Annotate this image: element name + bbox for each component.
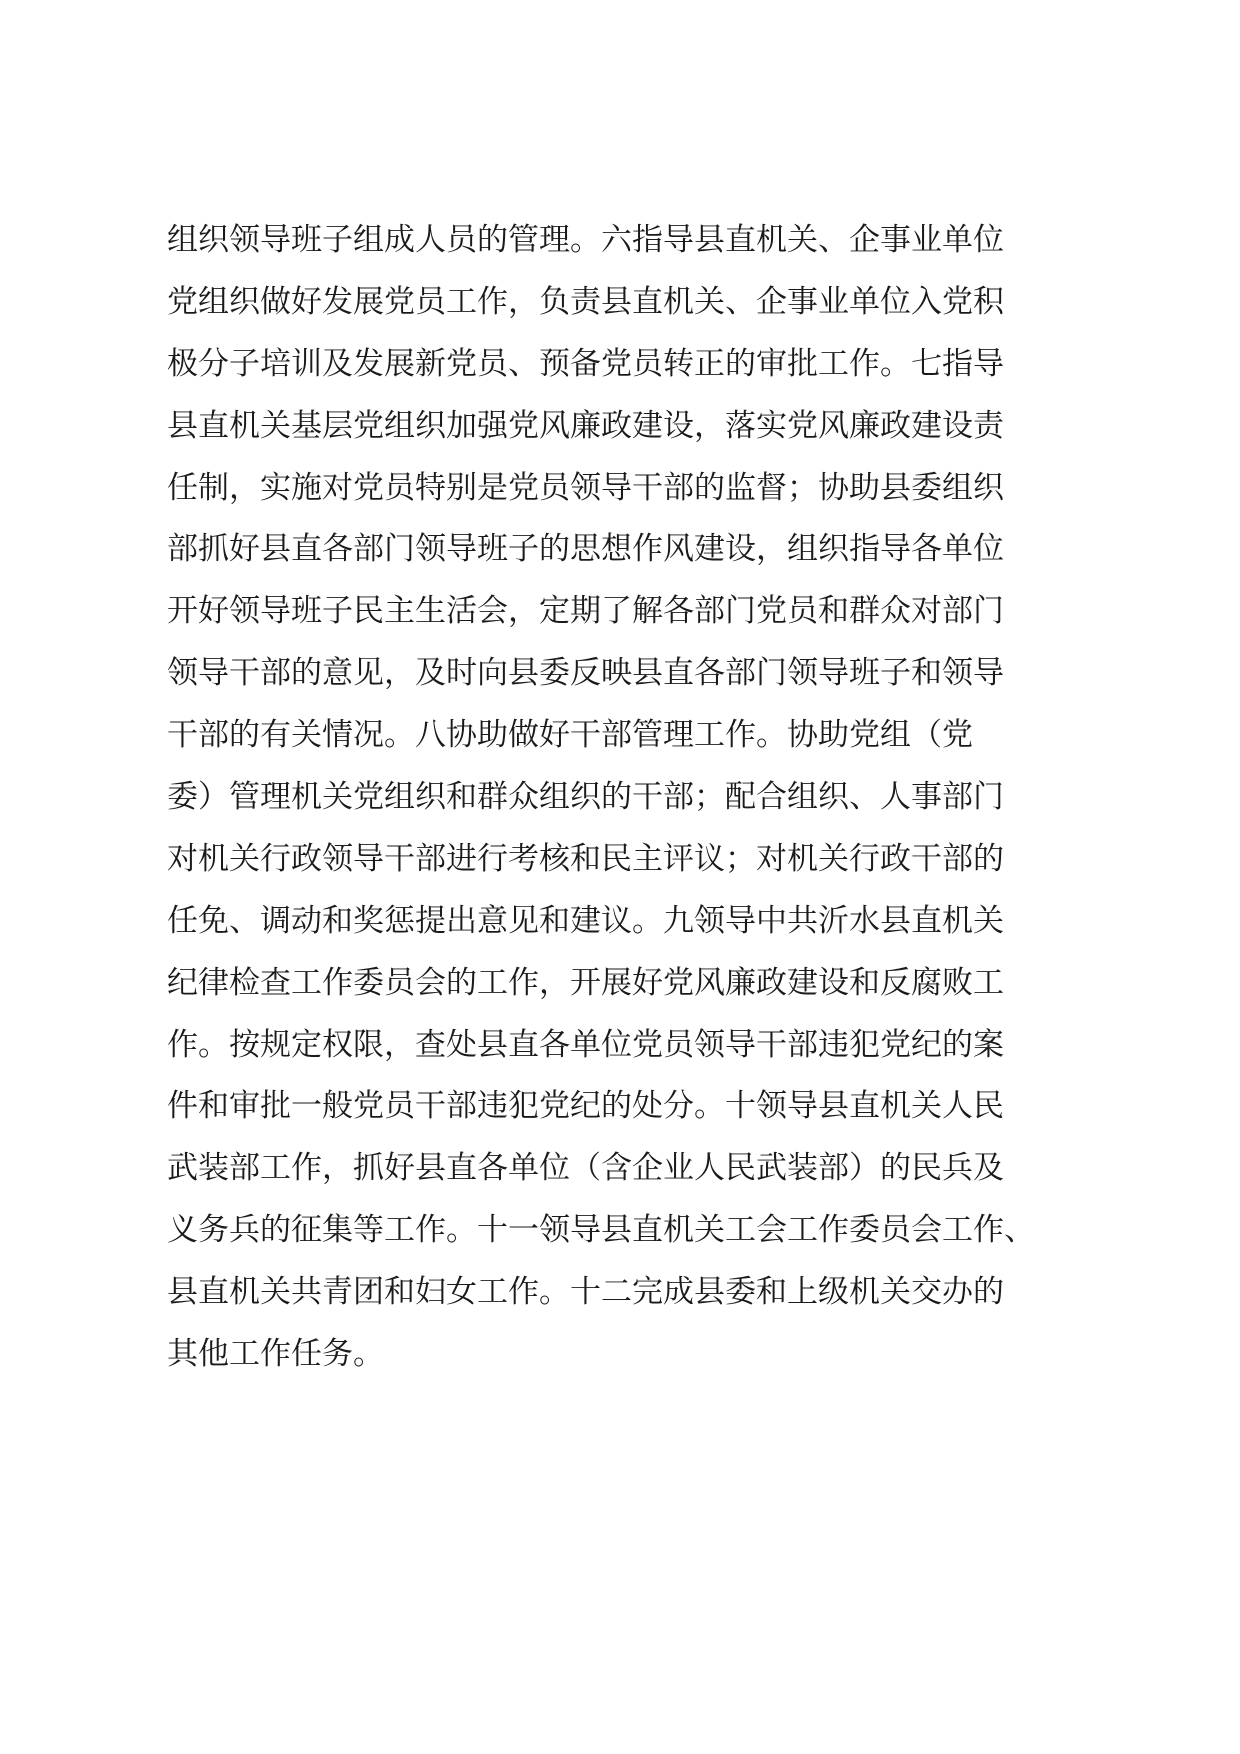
- text-line: 任免、调动和奖惩提出意见和建议。九领导中共沂水县直机关: [167, 902, 1004, 939]
- text-line: 干部的有关情况。八协助做好干部管理工作。协助党组（党: [167, 717, 973, 754]
- text-line: 义务兵的征集等工作。十一领导县直机关工会工作委员会工作、: [167, 1212, 1035, 1249]
- text-line: 对机关行政领导干部进行考核和民主评议；对机关行政干部的: [167, 840, 1004, 877]
- text-line: 党组织做好发展党员工作，负责县直机关、企事业单位入党积: [167, 283, 1004, 320]
- text-line: 其他工作任务。: [167, 1336, 384, 1373]
- text-line: 委）管理机关党组织和群众组织的干部；配合组织、人事部门: [167, 779, 1004, 816]
- text-line: 县直机关基层党组织加强党风廉政建设，落实党风廉政建设责: [167, 407, 1004, 444]
- body-paragraph: [167, 210, 1097, 1386]
- text-line: 部抓好县直各部门领导班子的思想作风建设，组织指导各单位: [167, 531, 1004, 568]
- text-line: 极分子培训及发展新党员、预备党员转正的审批工作。七指导: [167, 345, 1004, 382]
- text-line: 开好领导班子民主生活会，定期了解各部门党员和群众对部门: [167, 593, 1004, 630]
- text-line: 纪律检查工作委员会的工作，开展好党风廉政建设和反腐败工: [167, 964, 1004, 1001]
- text-line: 作。按规定权限，查处县直各单位党员领导干部违犯党纪的案: [167, 1026, 1004, 1063]
- text-line: 武装部工作，抓好县直各单位（含企业人民武装部）的民兵及: [167, 1150, 1004, 1187]
- text-line: 组织领导班子组成人员的管理。六指导县直机关、企事业单位: [167, 222, 1004, 258]
- text-line: 任制，实施对党员特别是党员领导干部的监督；协助县委组织: [167, 469, 1004, 506]
- text-line: 领导干部的意见，及时向县委反映县直各部门领导班子和领导: [167, 655, 1004, 692]
- text-line: 县直机关共青团和妇女工作。十二完成县委和上级机关交办的: [167, 1274, 1004, 1311]
- text-line: 件和审批一般党员干部违犯党纪的处分。十领导县直机关人民: [167, 1088, 1004, 1125]
